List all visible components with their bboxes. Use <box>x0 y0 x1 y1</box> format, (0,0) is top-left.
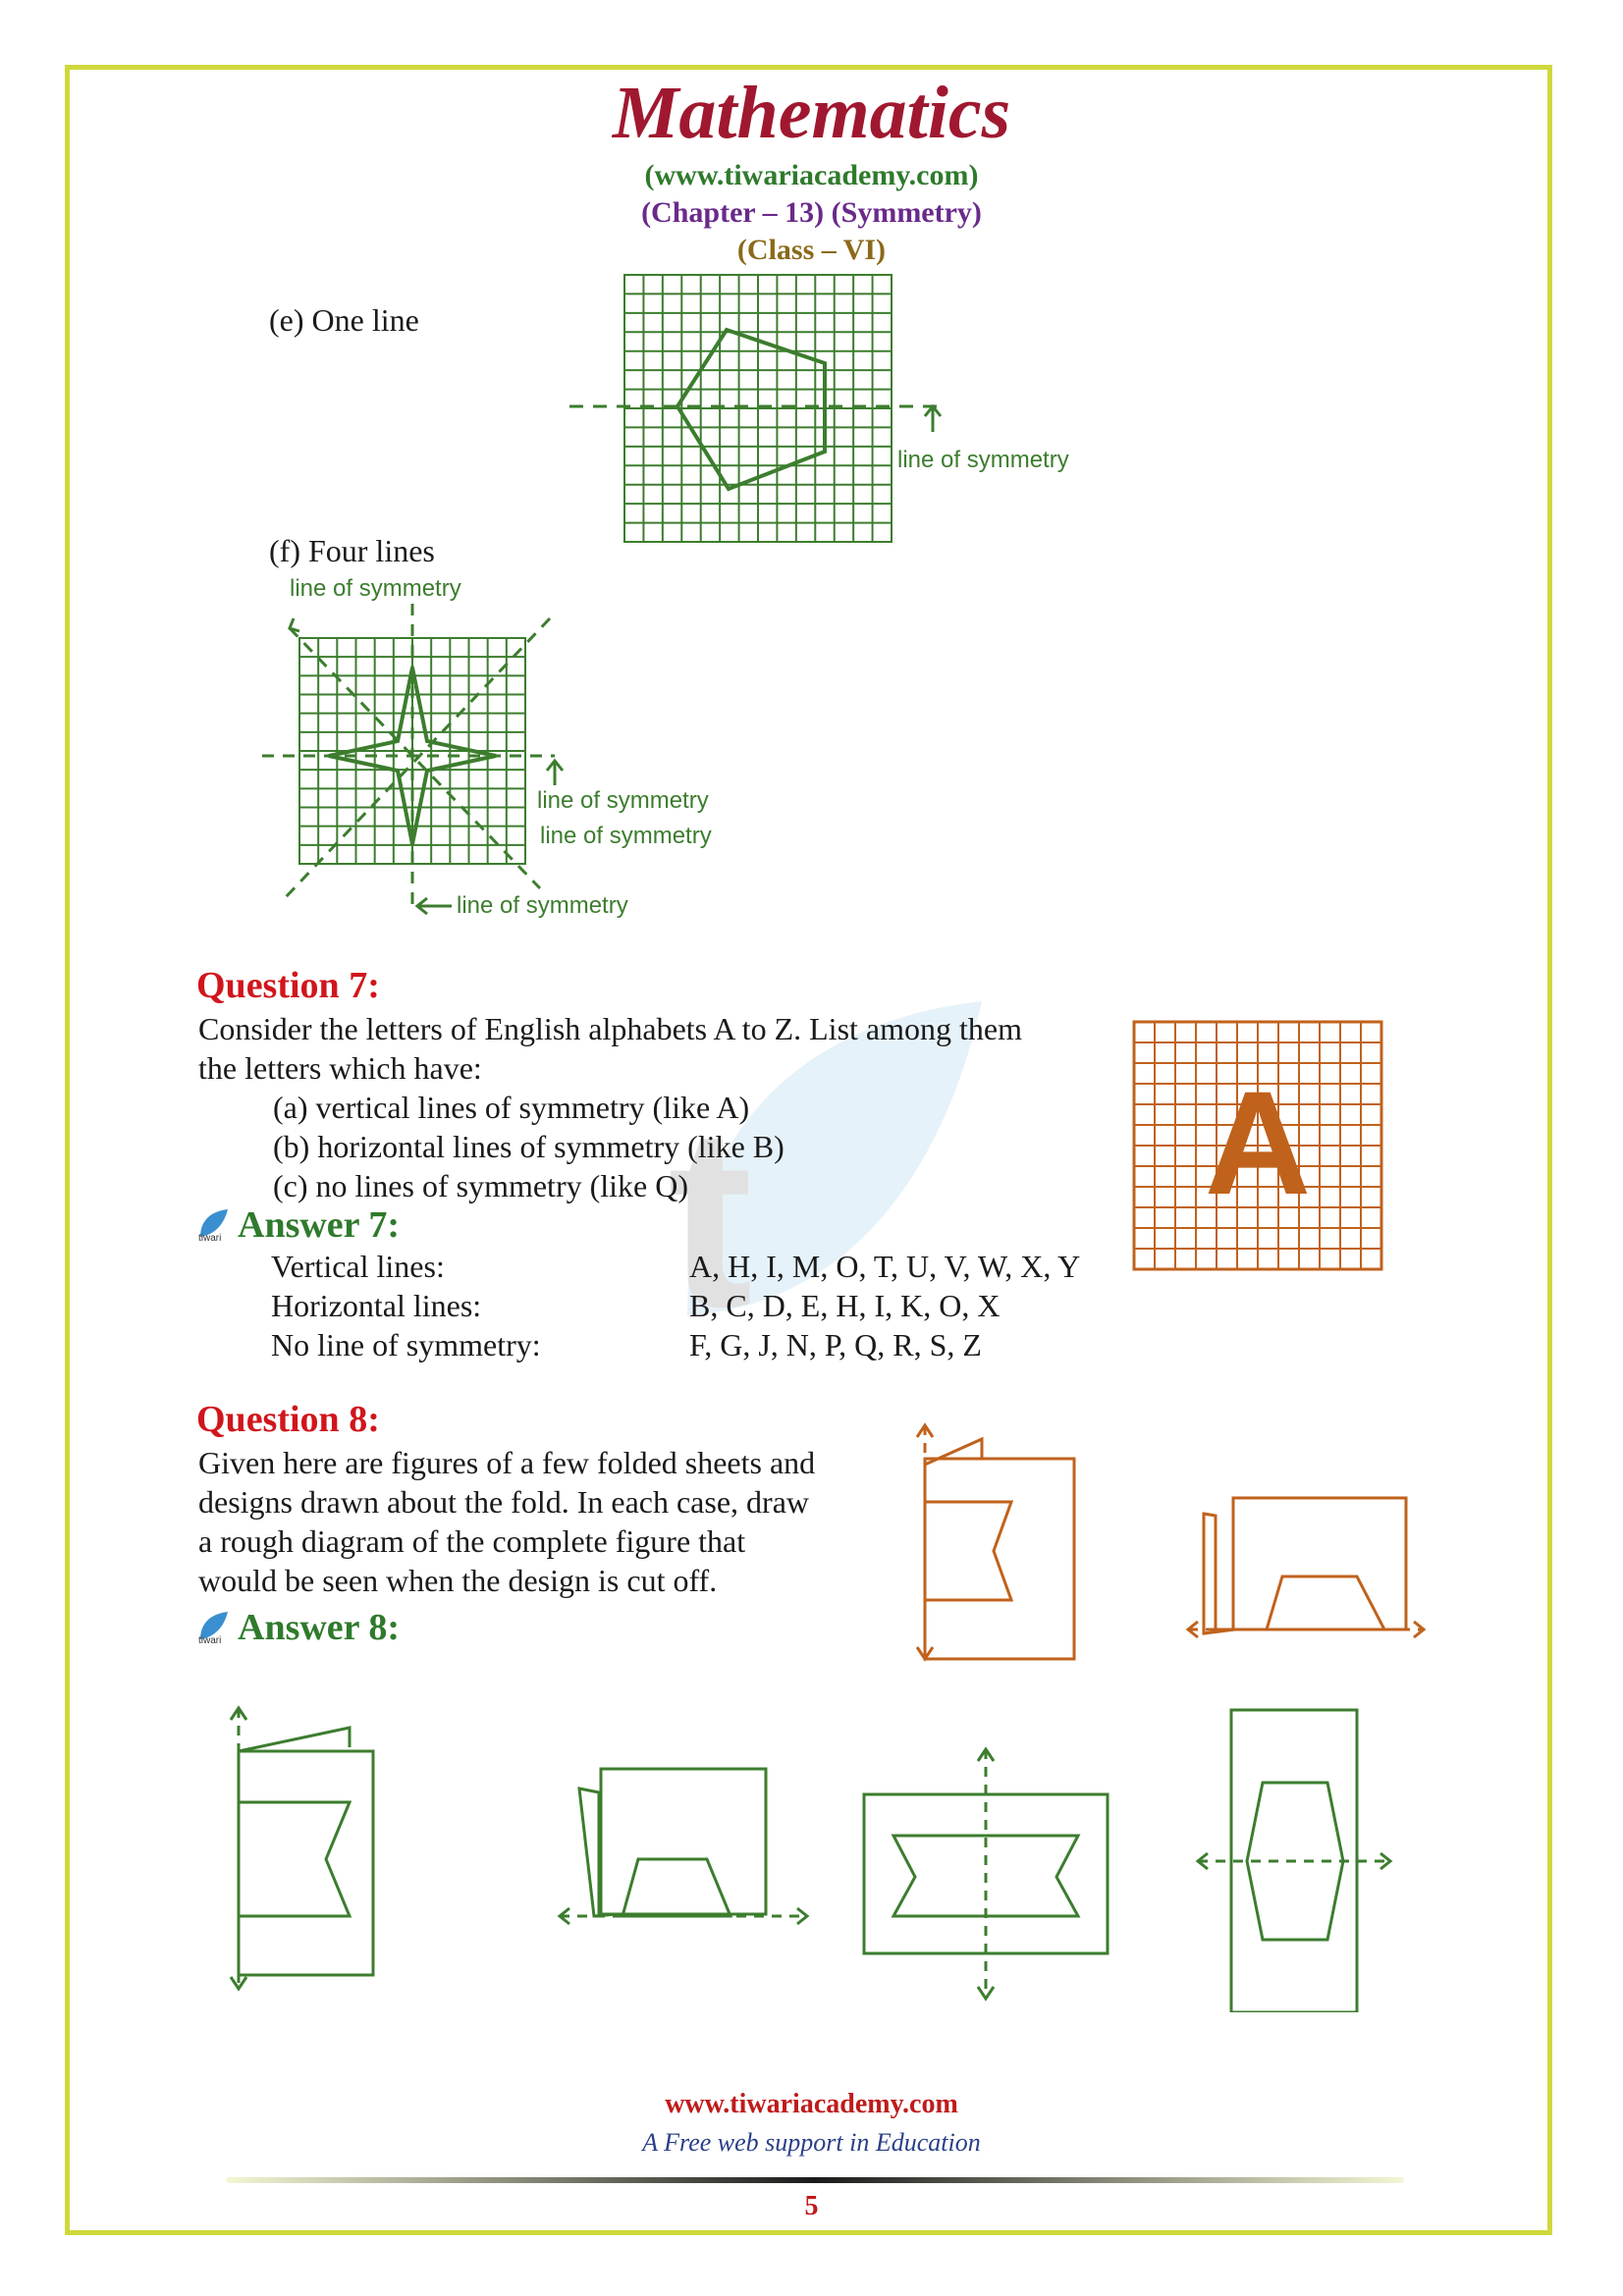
answer-7-label-vertical: Vertical lines: <box>271 1249 445 1284</box>
question-8-folded-sheets <box>903 1414 1453 1669</box>
question-7-option-c: (c) no lines of symmetry (like Q) <box>273 1168 688 1203</box>
question-7-line-2: the letters which have: <box>198 1050 482 1086</box>
question-8-line-3: a rough diagram of the complete figure that <box>198 1523 746 1559</box>
answer-8-figures <box>216 1698 1414 2012</box>
svg-text:tiwari: tiwari <box>198 1233 222 1243</box>
question-7-heading: Question 7: <box>196 965 380 1006</box>
header-website[interactable]: (www.tiwariacademy.com) <box>644 159 979 191</box>
footer-tagline: A Free web support in Education <box>642 2128 981 2157</box>
page-number: 5 <box>804 2191 819 2221</box>
question-8-line-1: Given here are figures of a few folded sheets and <box>198 1445 816 1480</box>
question-8-line-2: designs drawn about the fold. In each case, draw <box>198 1484 809 1520</box>
question-7-option-a: (a) vertical lines of symmetry (like A) <box>273 1090 750 1125</box>
header-class: (Class – VI) <box>736 234 887 266</box>
answer-7-heading: Answer 7: <box>238 1204 401 1246</box>
answer-7-label-horizontal: Horizontal lines: <box>271 1288 482 1323</box>
answer-8-heading: Answer 8: <box>238 1607 401 1648</box>
answer-7-value-horizontal: B, C, D, E, H, I, K, O, X <box>689 1288 1001 1323</box>
figure-f-symmetry-label-right: line of symmetry <box>537 787 709 814</box>
figure-e-symmetry-label: line of symmetry <box>897 447 1069 473</box>
grid-letter: A <box>1204 1060 1312 1225</box>
answer-7-value-none: F, G, J, N, P, Q, R, S, Z <box>689 1327 982 1362</box>
figure-letter-a-grid <box>1129 1017 1386 1274</box>
question-8-heading: Question 8: <box>196 1399 380 1440</box>
figure-f-symmetry-label-top: line of symmetry <box>290 575 461 602</box>
page-header <box>0 69 1623 269</box>
tiwari-logo-icon-2 <box>196 1610 232 1645</box>
footer-website[interactable]: www.tiwariacademy.com <box>665 2089 958 2119</box>
figure-f-label: (f) Four lines <box>269 533 435 568</box>
answer-7-label-none: No line of symmetry: <box>271 1327 541 1362</box>
svg-text:tiwari: tiwari <box>198 1635 222 1645</box>
figure-e-pentagon-grid <box>560 265 1109 550</box>
figure-e-label: (e) One line <box>269 302 419 338</box>
figure-f-symmetry-label-bottom: line of symmetry <box>457 892 628 919</box>
figure-f-star-grid <box>260 574 731 928</box>
footer-divider <box>226 2177 1404 2183</box>
question-7-option-b: (b) horizontal lines of symmetry (like B) <box>273 1129 784 1164</box>
tiwari-logo-icon <box>196 1207 232 1243</box>
question-7-line-1: Consider the letters of English alphabets A to Z. List among them <box>198 1011 1022 1046</box>
figure-f-symmetry-label-diagonal: line of symmetry <box>540 823 712 849</box>
question-8-line-4: would be seen when the design is cut off. <box>198 1563 718 1598</box>
page-title: Mathematics <box>612 72 1011 154</box>
header-chapter: (Chapter – 13) (Symmetry) <box>641 196 982 229</box>
answer-7-value-vertical: A, H, I, M, O, T, U, V, W, X, Y <box>689 1249 1081 1284</box>
svg-text:t: t <box>668 1076 753 1355</box>
